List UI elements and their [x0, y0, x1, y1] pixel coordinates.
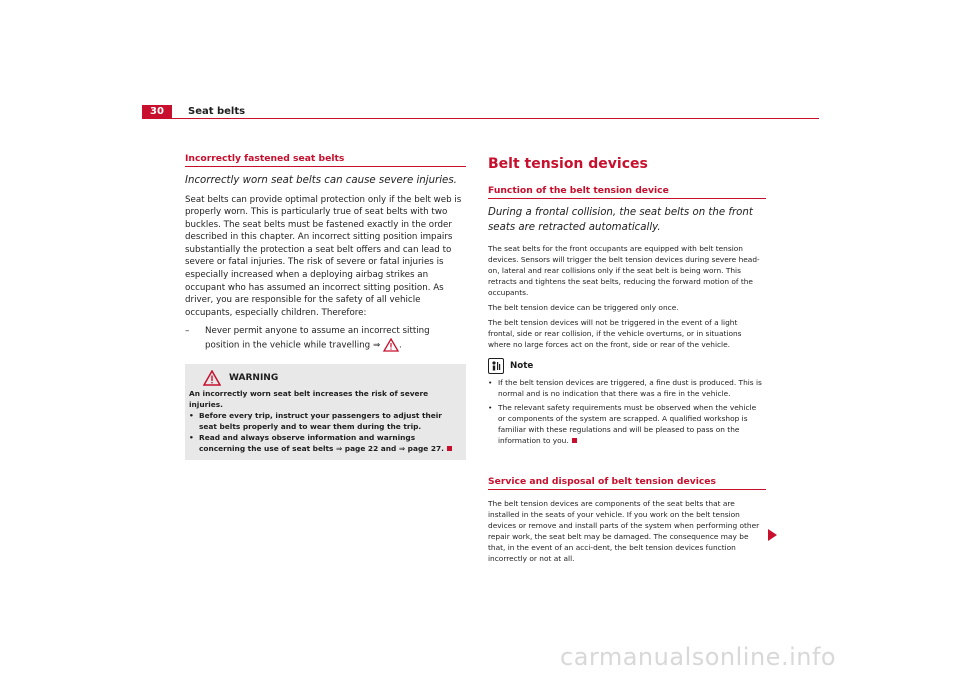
warning-triangle-icon — [383, 338, 399, 352]
reference-arrow: ⇒ — [372, 340, 381, 351]
body-paragraph: Seat belts can provide optimal protection only if the belt web is properly worn. This is particularly true of seat belts with two buckles. The seat belts must be fastened exactly in the order described in this chapter. An incorrect sitting position impairs substantially the protection a seat belt offers and can lead to severe or fatal injuries. The risk of severe or fatal injuries is especially increased when a deploying airbag strikes an occupant who has assumed an incorrect sitting position. As driver, you are responsible for the safety of all vehicle occupants, especially children. Therefore: — [185, 194, 462, 318]
note-item-content — [498, 402, 766, 446]
dash-list-item — [185, 325, 466, 352]
section-heading: Incorrectly fastened seat belts — [185, 153, 345, 164]
section-heading: Function of the belt tension device — [488, 185, 669, 196]
note-title: Note — [510, 360, 534, 371]
warning-item — [189, 432, 462, 454]
note-box — [488, 358, 766, 446]
warning-item-text: Before every trip, instruct your passengers to adjust their seat belts properly and to wear them during the trip. — [199, 411, 442, 432]
body-paragraph: The belt tension device can be triggered only once. — [488, 303, 679, 312]
heading-rule — [185, 166, 466, 167]
continue-arrow-icon — [768, 529, 777, 541]
warning-header — [189, 368, 462, 388]
page-number: 30 — [142, 105, 172, 118]
watermark: carmanualsonline.info — [560, 643, 837, 671]
warning-item-content — [199, 432, 462, 454]
heading-rule — [488, 198, 766, 199]
body-paragraph: The belt tension devices are components of the seat belts that are installed in the seats of your vehicle. If you work on the belt tension devices or remove and install parts of the system when performing other repair work, the seat belt may be damaged. The consequence may be that, in the event of an acci-dent, the belt tension devices function incorrectly or not at all. — [488, 499, 760, 563]
section-subtitle: Incorrectly worn seat belts can cause severe injuries. — [185, 175, 457, 186]
right-column — [488, 155, 766, 564]
warning-item — [189, 410, 462, 432]
note-item-text: If the belt tension devices are triggered, a fine dust is produced. This is normal and is no indication that there was a fire in the vehicle. — [498, 378, 762, 398]
dash-item-content — [205, 325, 466, 352]
dash-marker: – — [185, 326, 190, 337]
section-subtitle: During a frontal collision, the seat belts on the front seats are retracted automatically. — [488, 207, 753, 233]
bullet-marker: • — [189, 433, 194, 443]
heading-rule — [488, 489, 766, 490]
note-header — [488, 358, 766, 374]
dash-item-tail: . — [398, 340, 402, 351]
note-icon — [488, 358, 504, 374]
warning-triangle-icon — [203, 370, 221, 386]
bullet-marker: • — [488, 403, 493, 412]
end-marker-icon — [572, 438, 577, 443]
warning-box — [185, 364, 466, 460]
warning-intro: An incorrectly worn seat belt increases the risk of severe injuries. — [189, 389, 429, 410]
end-marker-icon — [447, 446, 452, 451]
chapter-title: Belt tension devices — [488, 156, 648, 172]
header-rule — [142, 118, 819, 119]
left-column — [185, 153, 466, 460]
body-paragraph: The belt tension devices will not be triggered in the event of a light frontal, side or rear collision, if the vehicle overturns, or in situations where no large forces act on the front, side or rear of the vehicle. — [488, 318, 742, 349]
note-item — [488, 402, 766, 446]
warning-title: WARNING — [229, 372, 279, 383]
bullet-marker: • — [189, 411, 194, 421]
running-title: Seat belts — [188, 106, 246, 117]
bullet-marker: • — [488, 378, 493, 387]
warning-item-text: Read and always observe information and warnings concerning the use of seat belts ⇒ page 22 and ⇒ page 27. — [199, 433, 444, 454]
note-item-text: The relevant safety requirements must be observed when the vehicle or components of the system are scrapped. A qualified workshop is familiar with these regulations and will be pleased to pass on the information to you. — [498, 403, 757, 445]
note-item — [488, 377, 766, 399]
dash-item-text: Never permit anyone to assume an incorrect sitting position in the vehicle while travelling — [205, 326, 430, 351]
body-paragraph: The seat belts for the front occupants are equipped with belt tension devices. Sensors will trigger the belt tension devices during severe head-on, lateral and rear collisions only if the seat belt is being worn. This retracts and tightens the seat belts, reducing the forward motion of the occupants. — [488, 244, 760, 297]
section-heading: Service and disposal of belt tension devices — [488, 476, 716, 487]
